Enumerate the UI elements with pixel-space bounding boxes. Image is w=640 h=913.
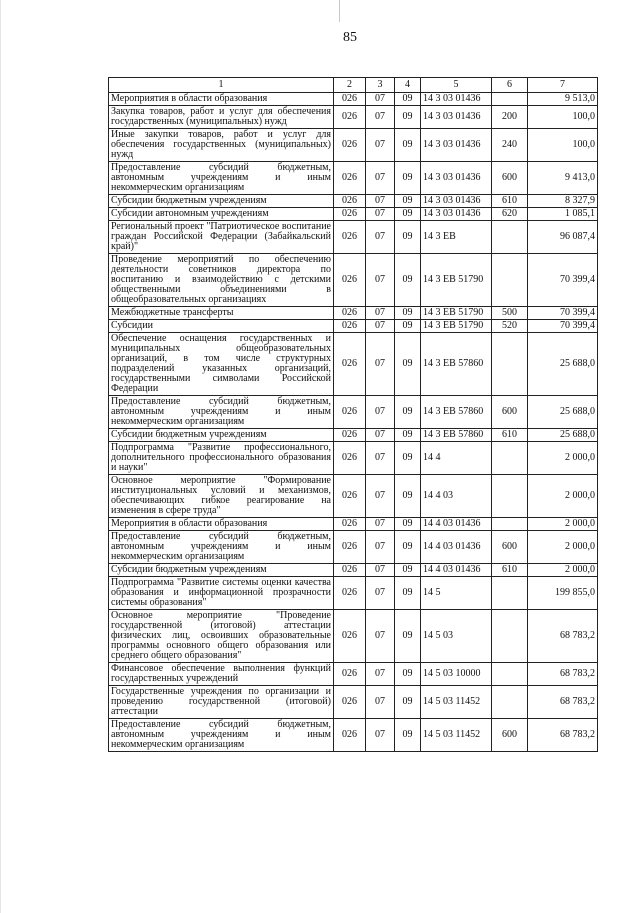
row-section: 07 <box>366 307 395 320</box>
row-target-article: 14 3 03 01436 <box>421 129 492 162</box>
row-amount: 68 783,2 <box>528 719 598 752</box>
row-subsection: 09 <box>395 208 421 221</box>
row-target-article: 14 4 <box>421 442 492 475</box>
row-subsection: 09 <box>395 663 421 686</box>
row-subsection: 09 <box>395 333 421 396</box>
scan-fold-mark-left <box>0 0 1 913</box>
col-header-subsection: 4 <box>395 78 421 93</box>
row-admin-code: 026 <box>334 320 366 333</box>
row-section: 07 <box>366 195 395 208</box>
row-target-article: 14 5 03 10000 <box>421 663 492 686</box>
row-expense-type: 600 <box>492 531 528 564</box>
row-section: 07 <box>366 442 395 475</box>
row-amount: 70 399,4 <box>528 254 598 307</box>
row-admin-code: 026 <box>334 307 366 320</box>
row-name: Субсидии бюджетным учреждениям <box>109 564 334 577</box>
table-row <box>109 475 598 518</box>
row-amount: 68 783,2 <box>528 663 598 686</box>
table-row <box>109 577 598 610</box>
row-name: Основное мероприятие "Формирование институциональных условий и механизмов, обеспечивающих гибкое реагирование на изменения в сфере труда" <box>109 475 334 518</box>
table-row <box>109 106 598 129</box>
row-section: 07 <box>366 663 395 686</box>
row-target-article: 14 5 03 11452 <box>421 686 492 719</box>
row-target-article: 14 3 ЕВ 57860 <box>421 429 492 442</box>
row-amount: 70 399,4 <box>528 307 598 320</box>
row-amount: 25 688,0 <box>528 396 598 429</box>
row-expense-type: 610 <box>492 564 528 577</box>
row-target-article: 14 3 ЕВ 57860 <box>421 333 492 396</box>
row-admin-code: 026 <box>334 106 366 129</box>
row-amount: 100,0 <box>528 129 598 162</box>
row-section: 07 <box>366 564 395 577</box>
row-subsection: 09 <box>395 221 421 254</box>
row-admin-code: 026 <box>334 610 366 663</box>
row-name: Региональный проект "Патриотическое воспитание граждан Российской Федерации (Забайкальский край)" <box>109 221 334 254</box>
row-expense-type <box>492 686 528 719</box>
table-row <box>109 208 598 221</box>
row-subsection: 09 <box>395 93 421 106</box>
page-number: 85 <box>343 30 357 45</box>
row-admin-code: 026 <box>334 333 366 396</box>
row-name: Предоставление субсидий бюджетным, автономным учреждениям и иным некоммерческим организациям <box>109 531 334 564</box>
row-expense-type: 600 <box>492 396 528 429</box>
row-expense-type: 500 <box>492 307 528 320</box>
row-expense-type <box>492 254 528 307</box>
row-expense-type <box>492 333 528 396</box>
row-target-article: 14 3 ЕВ 51790 <box>421 307 492 320</box>
row-section: 07 <box>366 254 395 307</box>
table-row <box>109 254 598 307</box>
row-target-article: 14 4 03 <box>421 475 492 518</box>
row-target-article: 14 4 03 01436 <box>421 564 492 577</box>
row-subsection: 09 <box>395 429 421 442</box>
row-amount: 68 783,2 <box>528 686 598 719</box>
row-amount: 96 087,4 <box>528 221 598 254</box>
row-admin-code: 026 <box>334 442 366 475</box>
row-expense-type <box>492 475 528 518</box>
row-expense-type <box>492 610 528 663</box>
table-row <box>109 221 598 254</box>
row-admin-code: 026 <box>334 162 366 195</box>
row-admin-code: 026 <box>334 564 366 577</box>
table-row <box>109 564 598 577</box>
row-amount: 9 513,0 <box>528 93 598 106</box>
col-header-name: 1 <box>109 78 334 93</box>
row-subsection: 09 <box>395 442 421 475</box>
row-subsection: 09 <box>395 307 421 320</box>
row-target-article: 14 3 03 01436 <box>421 208 492 221</box>
row-name: Основное мероприятие "Проведение государственной (итоговой) аттестации физических лиц, освоивших образовательные программы основного общего образования или среднего общего образования" <box>109 610 334 663</box>
row-section: 07 <box>366 610 395 663</box>
table-row <box>109 442 598 475</box>
col-header-expense-type: 6 <box>492 78 528 93</box>
row-target-article: 14 5 03 11452 <box>421 719 492 752</box>
row-admin-code: 026 <box>334 686 366 719</box>
row-expense-type <box>492 518 528 531</box>
scan-fold-mark-top <box>339 0 340 22</box>
col-header-amount: 7 <box>528 78 598 93</box>
row-expense-type: 610 <box>492 429 528 442</box>
row-name: Обеспечение оснащения государственных и муниципальных общеобразовательных организаций, в том числе структурных подразделений указанных организаций, государственными символами Российской Федерации <box>109 333 334 396</box>
row-expense-type <box>492 442 528 475</box>
row-section: 07 <box>366 320 395 333</box>
row-subsection: 09 <box>395 577 421 610</box>
row-admin-code: 026 <box>334 254 366 307</box>
row-name: Проведение мероприятий по обеспечению деятельности советников директора по воспитанию и взаимодействию с детскими общественными объединениями в общеобразовательных организациях <box>109 254 334 307</box>
row-subsection: 09 <box>395 162 421 195</box>
row-target-article: 14 3 03 01436 <box>421 195 492 208</box>
row-subsection: 09 <box>395 475 421 518</box>
row-section: 07 <box>366 221 395 254</box>
row-amount: 2 000,0 <box>528 442 598 475</box>
row-amount: 70 399,4 <box>528 320 598 333</box>
row-section: 07 <box>366 129 395 162</box>
row-target-article: 14 3 ЕВ 57860 <box>421 396 492 429</box>
row-expense-type: 600 <box>492 162 528 195</box>
row-section: 07 <box>366 475 395 518</box>
row-name: Финансовое обеспечение выполнения функций государственных учреждений <box>109 663 334 686</box>
row-amount: 2 000,0 <box>528 531 598 564</box>
row-target-article: 14 3 ЕВ 51790 <box>421 254 492 307</box>
table-row <box>109 531 598 564</box>
col-header-section: 3 <box>366 78 395 93</box>
row-amount: 9 413,0 <box>528 162 598 195</box>
row-subsection: 09 <box>395 518 421 531</box>
row-section: 07 <box>366 429 395 442</box>
row-subsection: 09 <box>395 320 421 333</box>
row-amount: 199 855,0 <box>528 577 598 610</box>
row-expense-type <box>492 221 528 254</box>
row-expense-type: 200 <box>492 106 528 129</box>
table-row <box>109 129 598 162</box>
row-expense-type <box>492 93 528 106</box>
table-row <box>109 518 598 531</box>
row-subsection: 09 <box>395 129 421 162</box>
row-admin-code: 026 <box>334 396 366 429</box>
row-amount: 8 327,9 <box>528 195 598 208</box>
row-section: 07 <box>366 93 395 106</box>
row-amount: 1 085,1 <box>528 208 598 221</box>
row-target-article: 14 5 <box>421 577 492 610</box>
table-row <box>109 686 598 719</box>
table-row <box>109 93 598 106</box>
row-target-article: 14 4 03 01436 <box>421 518 492 531</box>
row-target-article: 14 4 03 01436 <box>421 531 492 564</box>
row-name: Субсидии бюджетным учреждениям <box>109 429 334 442</box>
row-expense-type <box>492 663 528 686</box>
table-row <box>109 396 598 429</box>
row-admin-code: 026 <box>334 663 366 686</box>
row-section: 07 <box>366 162 395 195</box>
row-subsection: 09 <box>395 719 421 752</box>
row-name: Подпрограмма "Развитие системы оценки качества образования и информационной прозрачности системы образования" <box>109 577 334 610</box>
row-name: Субсидии бюджетным учреждениям <box>109 195 334 208</box>
row-expense-type: 620 <box>492 208 528 221</box>
row-admin-code: 026 <box>334 429 366 442</box>
row-section: 07 <box>366 333 395 396</box>
row-admin-code: 026 <box>334 93 366 106</box>
row-name: Предоставление субсидий бюджетным, автономным учреждениям и иным некоммерческим организациям <box>109 396 334 429</box>
row-subsection: 09 <box>395 106 421 129</box>
row-expense-type <box>492 577 528 610</box>
table-row <box>109 333 598 396</box>
row-admin-code: 026 <box>334 129 366 162</box>
table-row <box>109 162 598 195</box>
row-expense-type: 610 <box>492 195 528 208</box>
row-target-article: 14 3 03 01436 <box>421 162 492 195</box>
row-section: 07 <box>366 531 395 564</box>
row-target-article: 14 3 ЕВ 51790 <box>421 320 492 333</box>
col-header-admin: 2 <box>334 78 366 93</box>
row-expense-type: 600 <box>492 719 528 752</box>
row-name: Иные закупки товаров, работ и услуг для обеспечения государственных (муниципальных) нужд <box>109 129 334 162</box>
row-admin-code: 026 <box>334 475 366 518</box>
row-subsection: 09 <box>395 195 421 208</box>
row-name: Подпрограмма "Развитие профессионального, дополнительного профессионального образования и науки" <box>109 442 334 475</box>
row-admin-code: 026 <box>334 208 366 221</box>
row-subsection: 09 <box>395 531 421 564</box>
row-name: Государственные учреждения по организации и проведению государственной (итоговой) аттестации <box>109 686 334 719</box>
row-name: Межбюджетные трансферты <box>109 307 334 320</box>
table-header-row <box>109 78 598 93</box>
row-amount: 100,0 <box>528 106 598 129</box>
row-subsection: 09 <box>395 254 421 307</box>
row-admin-code: 026 <box>334 221 366 254</box>
row-subsection: 09 <box>395 610 421 663</box>
row-target-article: 14 3 03 01436 <box>421 93 492 106</box>
col-header-target-article: 5 <box>421 78 492 93</box>
row-name: Субсидии <box>109 320 334 333</box>
row-section: 07 <box>366 396 395 429</box>
row-expense-type: 240 <box>492 129 528 162</box>
row-name: Субсидии автономным учреждениям <box>109 208 334 221</box>
row-name: Мероприятия в области образования <box>109 518 334 531</box>
row-name: Мероприятия в области образования <box>109 93 334 106</box>
row-target-article: 14 3 ЕВ <box>421 221 492 254</box>
table-row <box>109 195 598 208</box>
row-name: Предоставление субсидий бюджетным, автономным учреждениям и иным некоммерческим организациям <box>109 162 334 195</box>
table-row <box>109 307 598 320</box>
table-row <box>109 719 598 752</box>
row-section: 07 <box>366 106 395 129</box>
row-subsection: 09 <box>395 686 421 719</box>
row-admin-code: 026 <box>334 577 366 610</box>
row-name: Предоставление субсидий бюджетным, автономным учреждениям и иным некоммерческим организациям <box>109 719 334 752</box>
row-target-article: 14 5 03 <box>421 610 492 663</box>
row-amount: 2 000,0 <box>528 518 598 531</box>
row-admin-code: 026 <box>334 518 366 531</box>
table-row <box>109 429 598 442</box>
row-amount: 25 688,0 <box>528 429 598 442</box>
row-amount: 2 000,0 <box>528 475 598 518</box>
table-row <box>109 610 598 663</box>
row-section: 07 <box>366 686 395 719</box>
row-admin-code: 026 <box>334 719 366 752</box>
row-expense-type: 520 <box>492 320 528 333</box>
row-admin-code: 026 <box>334 195 366 208</box>
row-subsection: 09 <box>395 396 421 429</box>
row-amount: 25 688,0 <box>528 333 598 396</box>
budget-table <box>108 77 598 752</box>
row-section: 07 <box>366 577 395 610</box>
row-amount: 68 783,2 <box>528 610 598 663</box>
row-subsection: 09 <box>395 564 421 577</box>
row-section: 07 <box>366 719 395 752</box>
row-amount: 2 000,0 <box>528 564 598 577</box>
row-name: Закупка товаров, работ и услуг для обеспечения государственных (муниципальных) нужд <box>109 106 334 129</box>
row-target-article: 14 3 03 01436 <box>421 106 492 129</box>
row-section: 07 <box>366 518 395 531</box>
table-row <box>109 320 598 333</box>
table-row <box>109 663 598 686</box>
row-admin-code: 026 <box>334 531 366 564</box>
row-section: 07 <box>366 208 395 221</box>
